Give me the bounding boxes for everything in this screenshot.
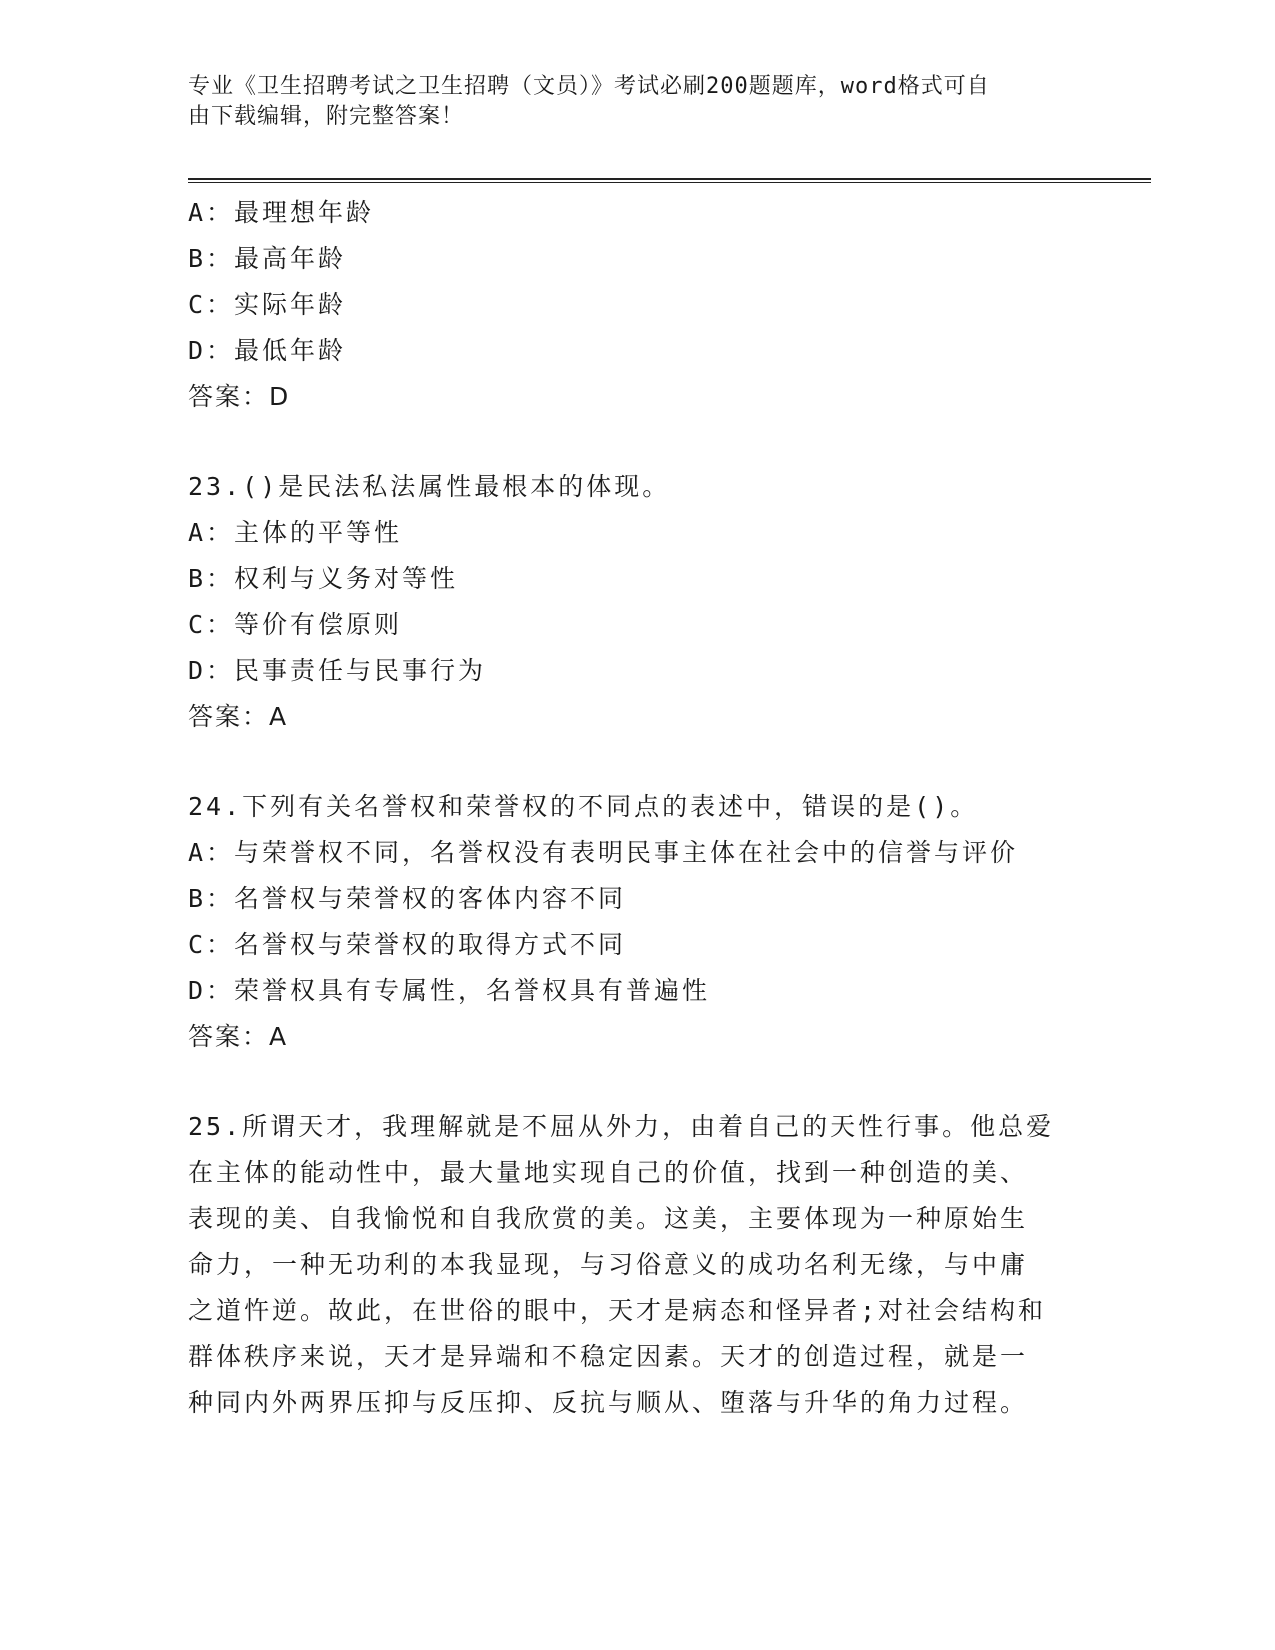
passage-line: 种同内外两界压抑与反压抑、反抗与顺从、堕落与升华的角力过程。 bbox=[188, 1388, 1029, 1417]
page-header bbox=[188, 72, 1068, 132]
passage-line: 在主体的能动性中，最大量地实现自己的价值，找到一种创造的美、 bbox=[188, 1158, 1029, 1187]
option-a: A：最理想年龄 bbox=[188, 198, 375, 227]
question-stem: 23.()是民法私法属性最根本的体现。 bbox=[188, 472, 671, 501]
option-a: A：与荣誉权不同，名誉权没有表明民事主体在社会中的信誉与评价 bbox=[188, 838, 1019, 867]
passage-line: 25.所谓天才，我理解就是不屈从外力，由着自己的天性行事。他总爱 bbox=[188, 1112, 1055, 1141]
option-b: B：最高年龄 bbox=[188, 244, 347, 273]
document-body bbox=[188, 190, 1088, 1426]
header-line-2: 由下载编辑，附完整答案！ bbox=[188, 104, 465, 129]
question-25 bbox=[188, 1104, 1078, 1426]
option-d: D：最低年龄 bbox=[188, 336, 347, 365]
option-b: B：名誉权与荣誉权的客体内容不同 bbox=[188, 884, 627, 913]
question-22 bbox=[188, 190, 1088, 420]
answer: 答案：A bbox=[188, 702, 289, 731]
passage-line: 表现的美、自我愉悦和自我欣赏的美。这美，主要体现为一种原始生 bbox=[188, 1204, 1029, 1233]
answer: 答案：A bbox=[188, 1022, 289, 1051]
passage-line: 命力，一种无功利的本我显现，与习俗意义的成功名利无缘，与中庸 bbox=[188, 1250, 1029, 1279]
passage-line: 群体秩序来说，天才是异端和不稳定因素。天才的创造过程，就是一 bbox=[188, 1342, 1029, 1371]
header-line-1: 专业《卫生招聘考试之卫生招聘（文员）》考试必刷200题题库，word格式可自 bbox=[188, 74, 990, 99]
question-24 bbox=[188, 784, 1088, 1060]
option-d: D：荣誉权具有专属性，名誉权具有普遍性 bbox=[188, 976, 711, 1005]
header-divider bbox=[188, 178, 1151, 183]
option-c: C：实际年龄 bbox=[188, 290, 347, 319]
option-d: D：民事责任与民事行为 bbox=[188, 656, 487, 685]
passage-line: 之道忤逆。故此，在世俗的眼中，天才是病态和怪异者;对社会结构和 bbox=[188, 1296, 1047, 1325]
option-a: A：主体的平等性 bbox=[188, 518, 403, 547]
option-b: B：权利与义务对等性 bbox=[188, 564, 459, 593]
answer: 答案：D bbox=[188, 382, 291, 411]
question-23 bbox=[188, 464, 1088, 740]
option-c: C：名誉权与荣誉权的取得方式不同 bbox=[188, 930, 627, 959]
option-c: C：等价有偿原则 bbox=[188, 610, 403, 639]
question-stem: 24.下列有关名誉权和荣誉权的不同点的表述中，错误的是()。 bbox=[188, 792, 979, 821]
